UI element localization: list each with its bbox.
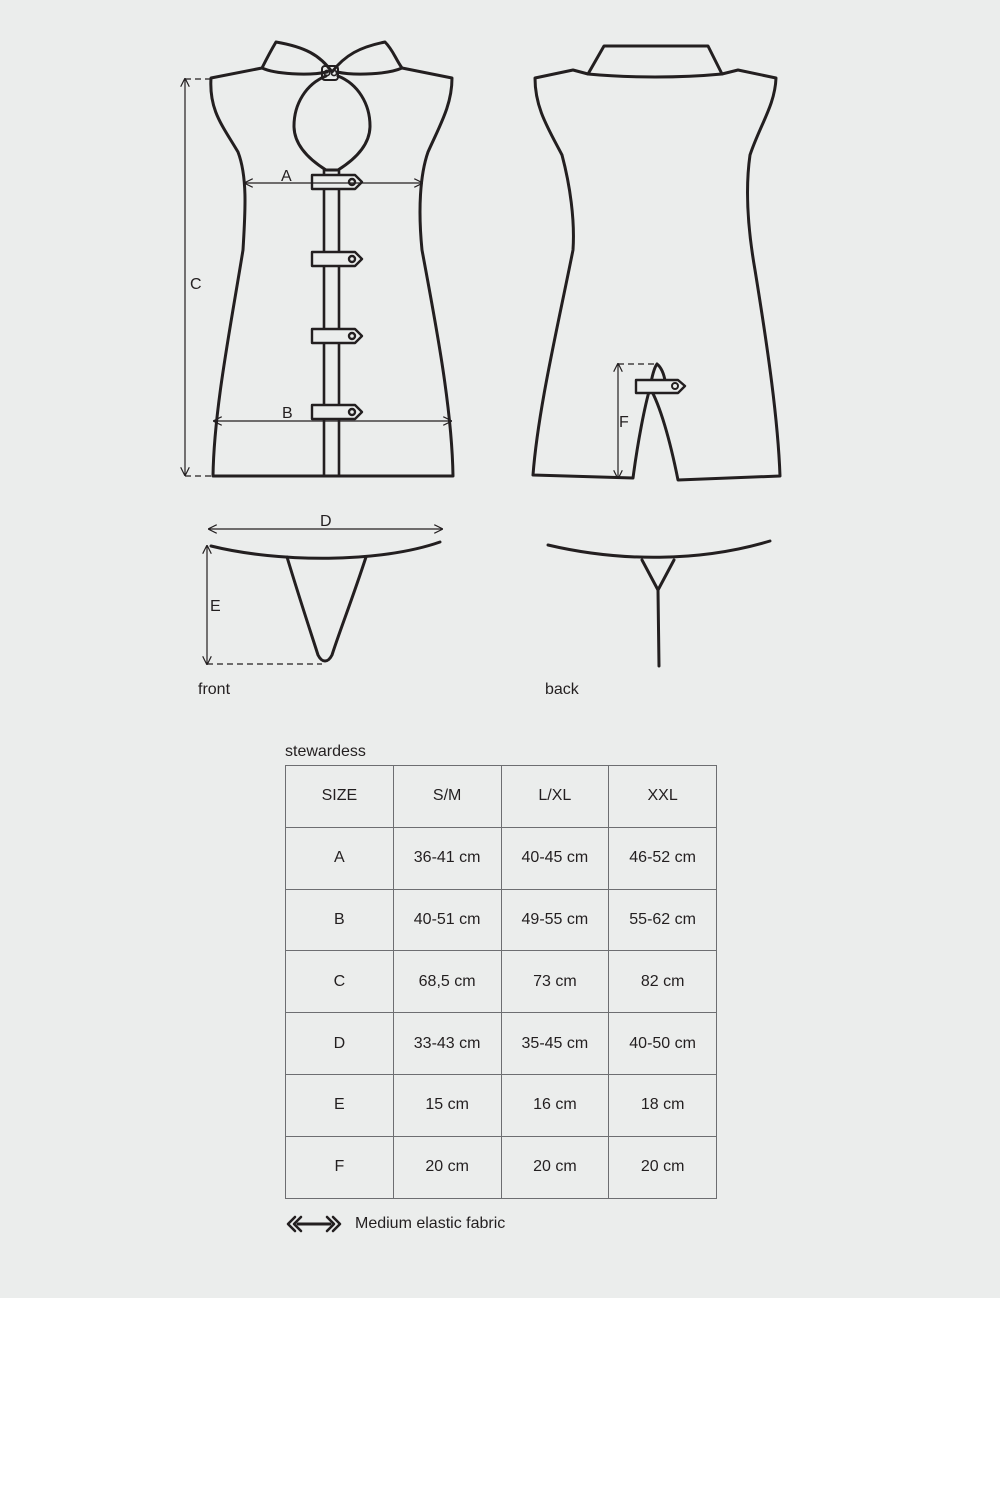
table-cell: 46-52 cm (609, 827, 717, 889)
measure-b-label: B (282, 405, 293, 422)
table-header-row (286, 766, 717, 828)
table-cell: B (286, 889, 394, 951)
table-title: stewardess (285, 743, 366, 760)
table-cell: 55-62 cm (609, 889, 717, 951)
table-cell: F (286, 1136, 394, 1198)
table-row (286, 1013, 717, 1075)
thong-front-measurements (207, 529, 442, 664)
header-cell: S/M (393, 766, 501, 828)
strap-button (312, 175, 362, 189)
table-row (286, 827, 717, 889)
measure-f-label: F (619, 414, 629, 431)
header-cell: SIZE (286, 766, 394, 828)
header-cell: L/XL (501, 766, 609, 828)
thong-back-drawing (548, 541, 770, 666)
measure-e-label: E (210, 598, 221, 615)
table-row (286, 1136, 717, 1198)
table-cell: 40-45 cm (501, 827, 609, 889)
table-cell: D (286, 1013, 394, 1075)
strap-button (312, 329, 362, 343)
dress-back-drawing (533, 46, 780, 480)
table-cell: 15 cm (393, 1074, 501, 1136)
table-cell: 73 cm (501, 951, 609, 1013)
table-cell: 20 cm (393, 1136, 501, 1198)
table-cell: 68,5 cm (393, 951, 501, 1013)
table-cell: 33-43 cm (393, 1013, 501, 1075)
table-cell: 40-50 cm (609, 1013, 717, 1075)
table-cell: 20 cm (609, 1136, 717, 1198)
table-cell: 49-55 cm (501, 889, 609, 951)
measure-c-label: C (190, 276, 202, 293)
table-cell: 35-45 cm (501, 1013, 609, 1075)
strap-button (312, 252, 362, 266)
table-cell: 40-51 cm (393, 889, 501, 951)
table-cell: C (286, 951, 394, 1013)
legend-text: Medium elastic fabric (355, 1215, 506, 1232)
front-view-label: front (198, 681, 231, 698)
table-row (286, 951, 717, 1013)
table-cell: E (286, 1074, 394, 1136)
front-strap-buttons (312, 175, 362, 419)
table-cell: 18 cm (609, 1074, 717, 1136)
size-table (285, 765, 717, 1199)
measure-d-label: D (320, 513, 332, 530)
table-cell: 36-41 cm (393, 827, 501, 889)
measure-a-label: A (281, 168, 292, 185)
elasticity-legend (286, 1213, 505, 1235)
table-cell: 16 cm (501, 1074, 609, 1136)
thong-front-drawing (211, 542, 440, 661)
table-row (286, 889, 717, 951)
table-cell: A (286, 827, 394, 889)
table-cell: 20 cm (501, 1136, 609, 1198)
header-cell: XXL (609, 766, 717, 828)
back-view-label: back (545, 681, 579, 698)
double-arrow-elastic-icon (286, 1215, 342, 1233)
garment-drawings (0, 0, 1000, 720)
table-cell: 82 cm (609, 951, 717, 1013)
strap-button (312, 405, 362, 419)
table-row (286, 1074, 717, 1136)
